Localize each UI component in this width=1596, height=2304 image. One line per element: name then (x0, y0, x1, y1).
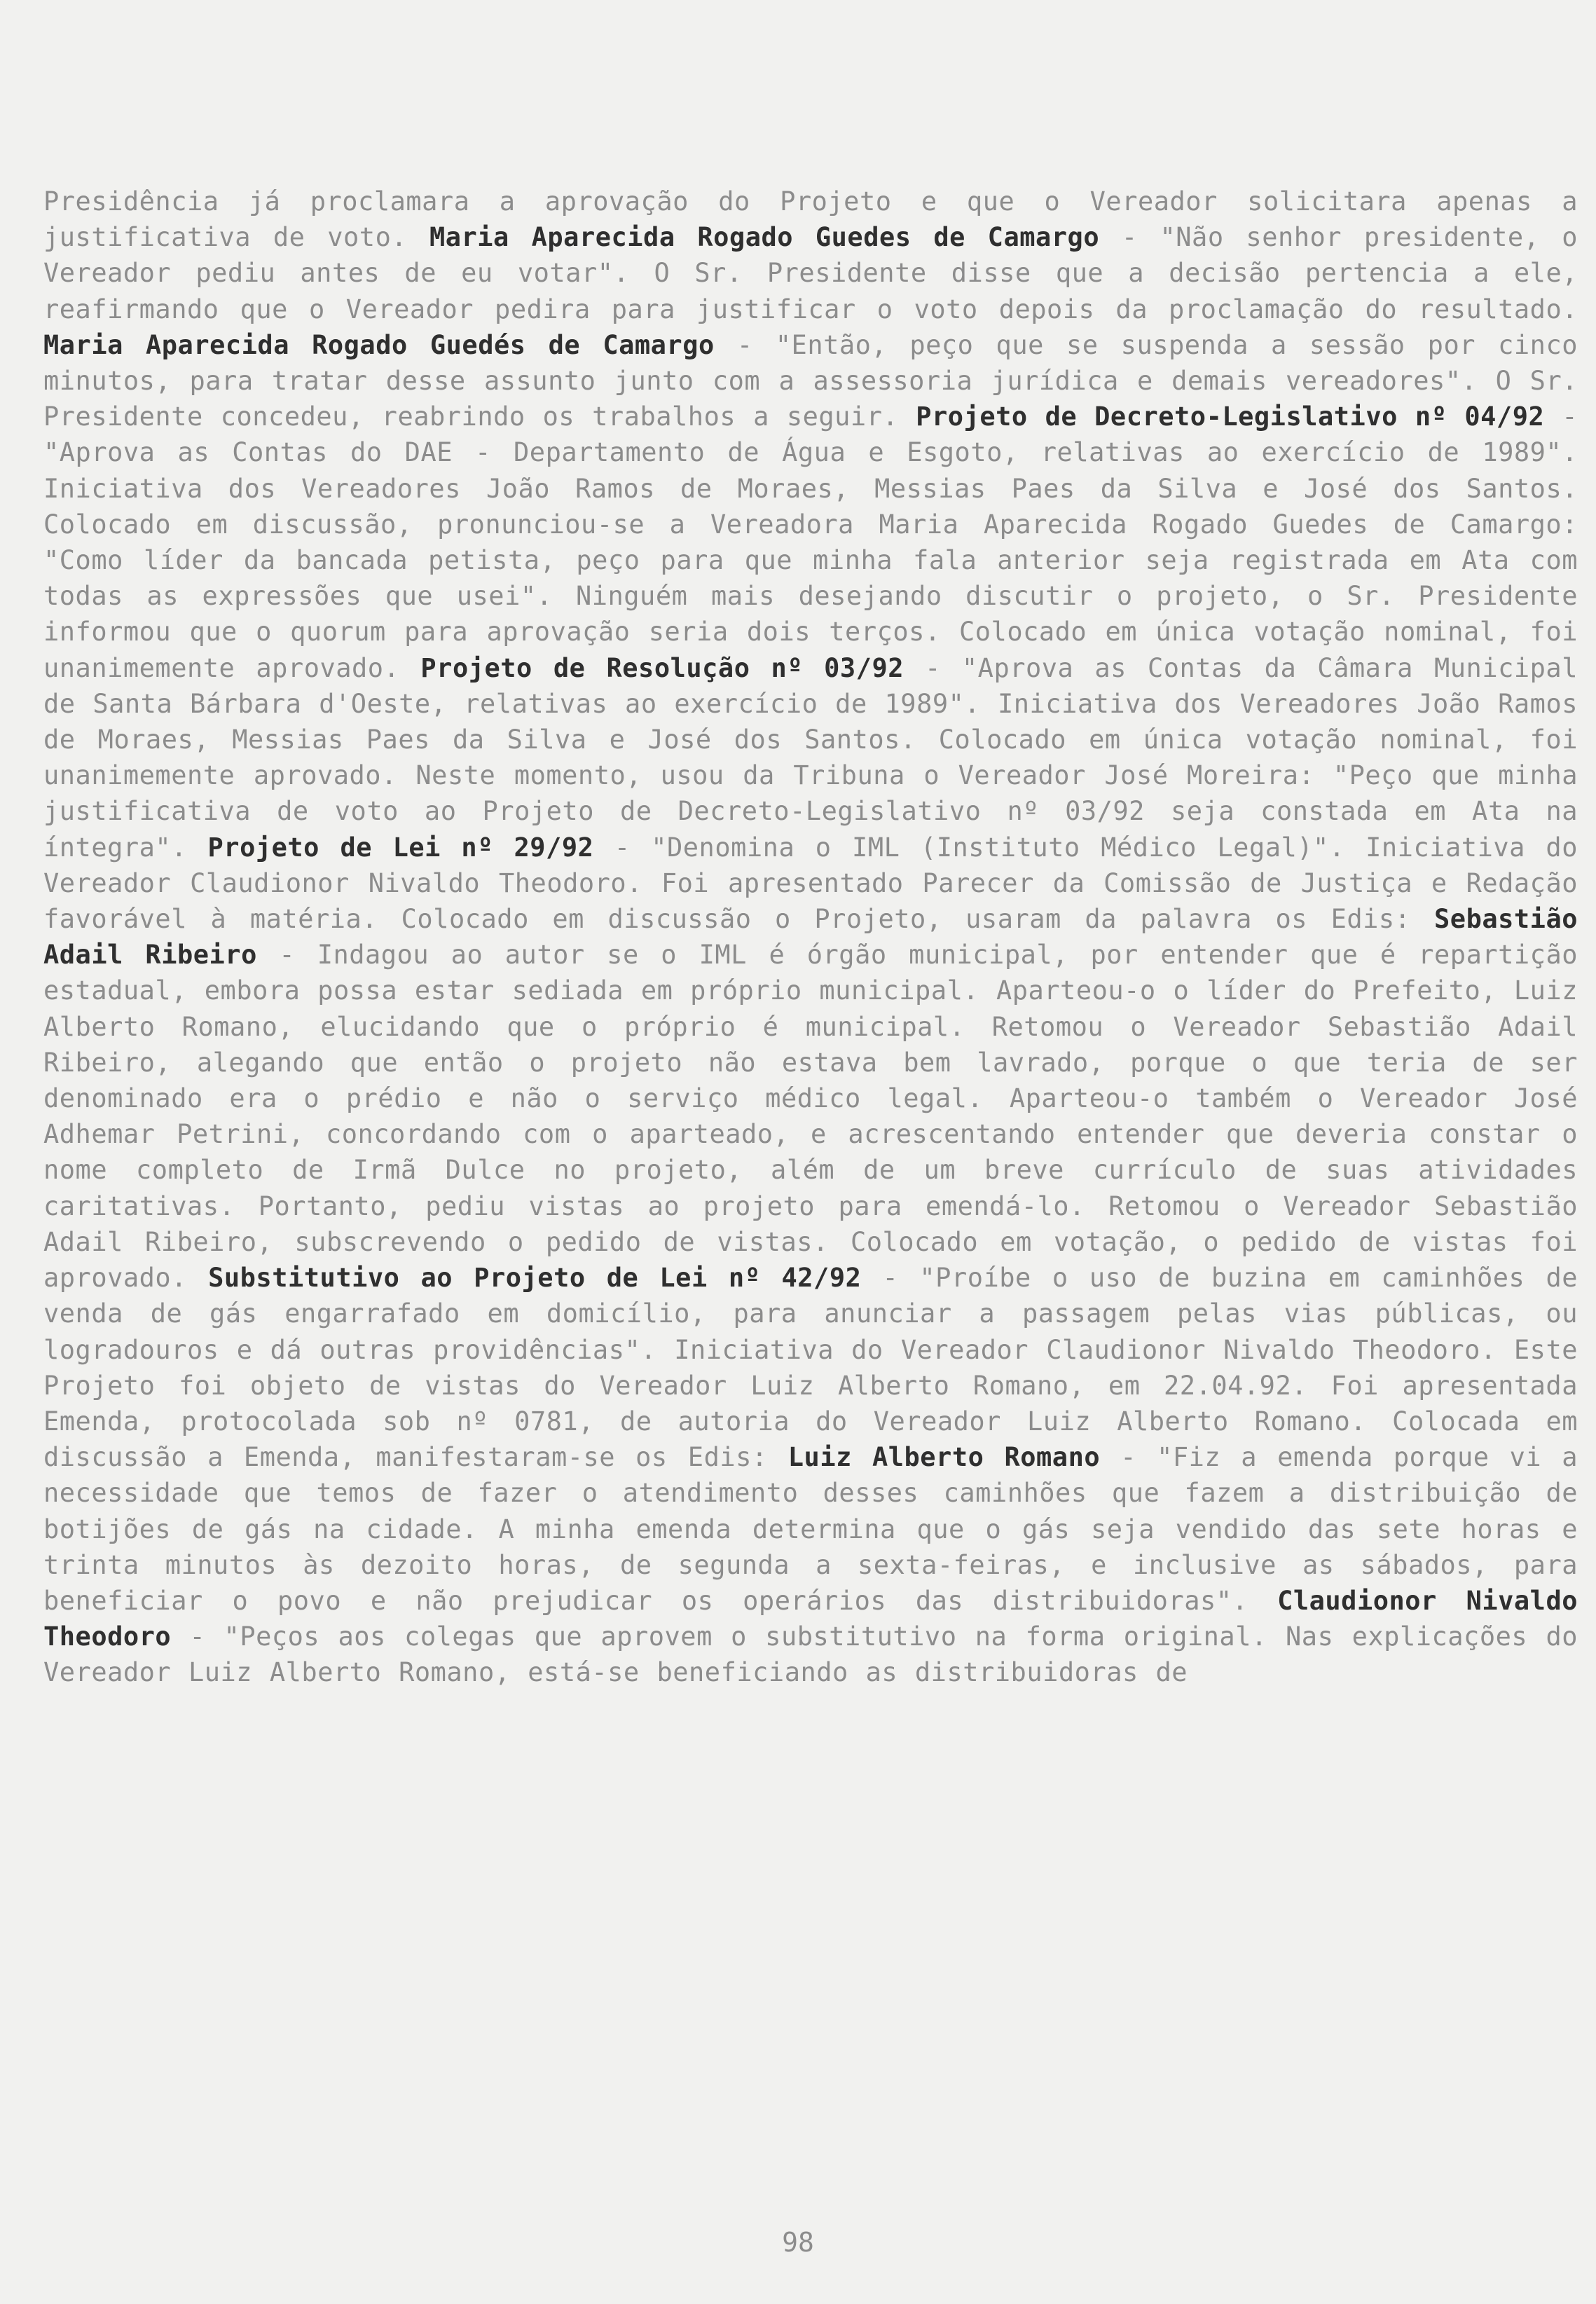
speaker-name: Maria Aparecida Rogado Guedés de Camargo (43, 329, 715, 360)
text-segment: - "Denomina o IML (Instituto Médico Legal)". Iniciativa do Vereador Claudionor Nivaldo Theodoro. Foi apresentado Parecer da Comissão de Justiça e Redação favorável à matéria. Colocado em discussão o Projeto, usaram da palavra os Edis: (43, 832, 1578, 935)
text-segment: - "Não senhor presidente, o Vereador pediu antes de eu votar". O Sr. Presidente disse que a decisão pertencia a ele, reafirmando que o Vereador pedira para justificar o voto depois da proclamação do resultado. (43, 222, 1578, 324)
text-segment: - "Aprova as Contas do DAE - Departamento de Água e Esgoto, relativas ao exercício de 1989". Iniciativa dos Vereadores João Ramos de Moraes, Messias Paes da Silva e José dos Santos. Colocado em discussão, pronunciou-se a Vereadora Maria Aparecida Rogado Guedes de Camargo: "Como líder da bancada petista, peço para que minha fala anterior seja registrada em Ata com todas as expressões que usei". Ninguém mais desejando discutir o projeto, o Sr. Presidente informou que o quorum para aprovação seria dois terços. Colocado em única votação nominal, foi unanimemente aprovado. (43, 402, 1578, 683)
speaker-name: Claudionor Nivaldo Theodoro (43, 1585, 1578, 1652)
bill-title: Projeto de Resolução nº 03/92 (420, 652, 904, 683)
text-segment: Presidência já proclamara a aprovação do Projeto e que o Vereador solicitara apenas a justificativa de voto. (43, 186, 1578, 253)
document-page (43, 184, 1578, 1691)
body-paragraph (43, 184, 1578, 1691)
text-segment: - "Proíbe o uso de buzina em caminhões de venda de gás engarrafado em domicílio, para anunciar a passagem pelas vias públicas, ou logradouros e dá outras providências". Iniciativa do Vereador Claudionor Nivaldo Theodoro. Este Projeto foi objeto de vistas do Vereador Luiz Alberto Romano, em 22.04.92. Foi apresentada Emenda, protocolada sob nº 0781, de autoria do Vereador Luiz Alberto Romano. Colocada em discussão a Emenda, manifestaram-se os Edis: (43, 1263, 1578, 1473)
text-segment: - Indagou ao autor se o IML é órgão municipal, por entender que é repartição estadual, embora possa estar sediada em próprio municipal. Aparteou-o o líder do Prefeito, Luiz Alberto Romano, elucidando que o próprio é municipal. Retomou o Vereador Sebastião Adail Ribeiro, alegando que então o projeto não estava bem lavrado, porque o que teria de ser denominado era o prédio e não o serviço médico legal. Aparteou-o também o Vereador José Adhemar Petrini, concordando com o aparteado, e acrescentando entender que deveria constar o nome completo de Irmã Dulce no projeto, além de um breve currículo de suas atividades caritativas. Portanto, pediu vistas ao projeto para emendá-lo. Retomou o Vereador Sebastião Adail Ribeiro, subscrevendo o pedido de vistas. Colocado em votação, o pedido de vistas foi aprovado. (43, 940, 1578, 1294)
text-segment: - "Fiz a emenda porque vi a necessidade que temos de fazer o atendimento desses caminhões que fazem a distribuição de botijões de gás na cidade. A minha emenda determina que o gás seja vendido das sete horas e trinta minutos às dezoito horas, de segunda a sexta-feiras, e inclusive as sábados, para beneficiar o povo e não prejudicar os operários das distribuidoras". (43, 1442, 1578, 1616)
text-segment: - "Aprova as Contas da Câmara Municipal de Santa Bárbara d'Oeste, relativas ao exercício de 1989". Iniciativa dos Vereadores João Ramos de Moraes, Messias Paes da Silva e José dos Santos. Colocado em única votação nominal, foi unanimemente aprovado. Neste momento, usou da Tribuna o Vereador José Moreira: "Peço que minha justificativa de voto ao Projeto de Decreto-Legislativo nº 03/92 seja constada em Ata na íntegra". (43, 652, 1578, 863)
bill-title: Projeto de Decreto-Legislativo nº 04/92 (916, 402, 1545, 432)
speaker-name: Maria Aparecida Rogado Guedes de Camargo (429, 222, 1100, 253)
bill-title: Substitutivo ao Projeto de Lei nº 42/92 (208, 1263, 862, 1294)
page-number: 98 (782, 2227, 814, 2258)
speaker-name: Sebastião Adail Ribeiro (43, 904, 1578, 971)
text-segment: - "Peços aos colegas que aprovem o substitutivo na forma original. Nas explicações do Vereador Luiz Alberto Romano, está-se beneficiando as distribuidoras de (43, 1621, 1578, 1688)
bill-title: Projeto de Lei nº 29/92 (207, 832, 594, 863)
speaker-name: Luiz Alberto Romano (787, 1442, 1101, 1473)
text-segment: - "Então, peço que se suspenda a sessão por cinco minutos, para tratar desse assunto junto com a assessoria jurídica e demais vereadores". O Sr. Presidente concedeu, reabrindo os trabalhos a seguir. (43, 329, 1578, 432)
